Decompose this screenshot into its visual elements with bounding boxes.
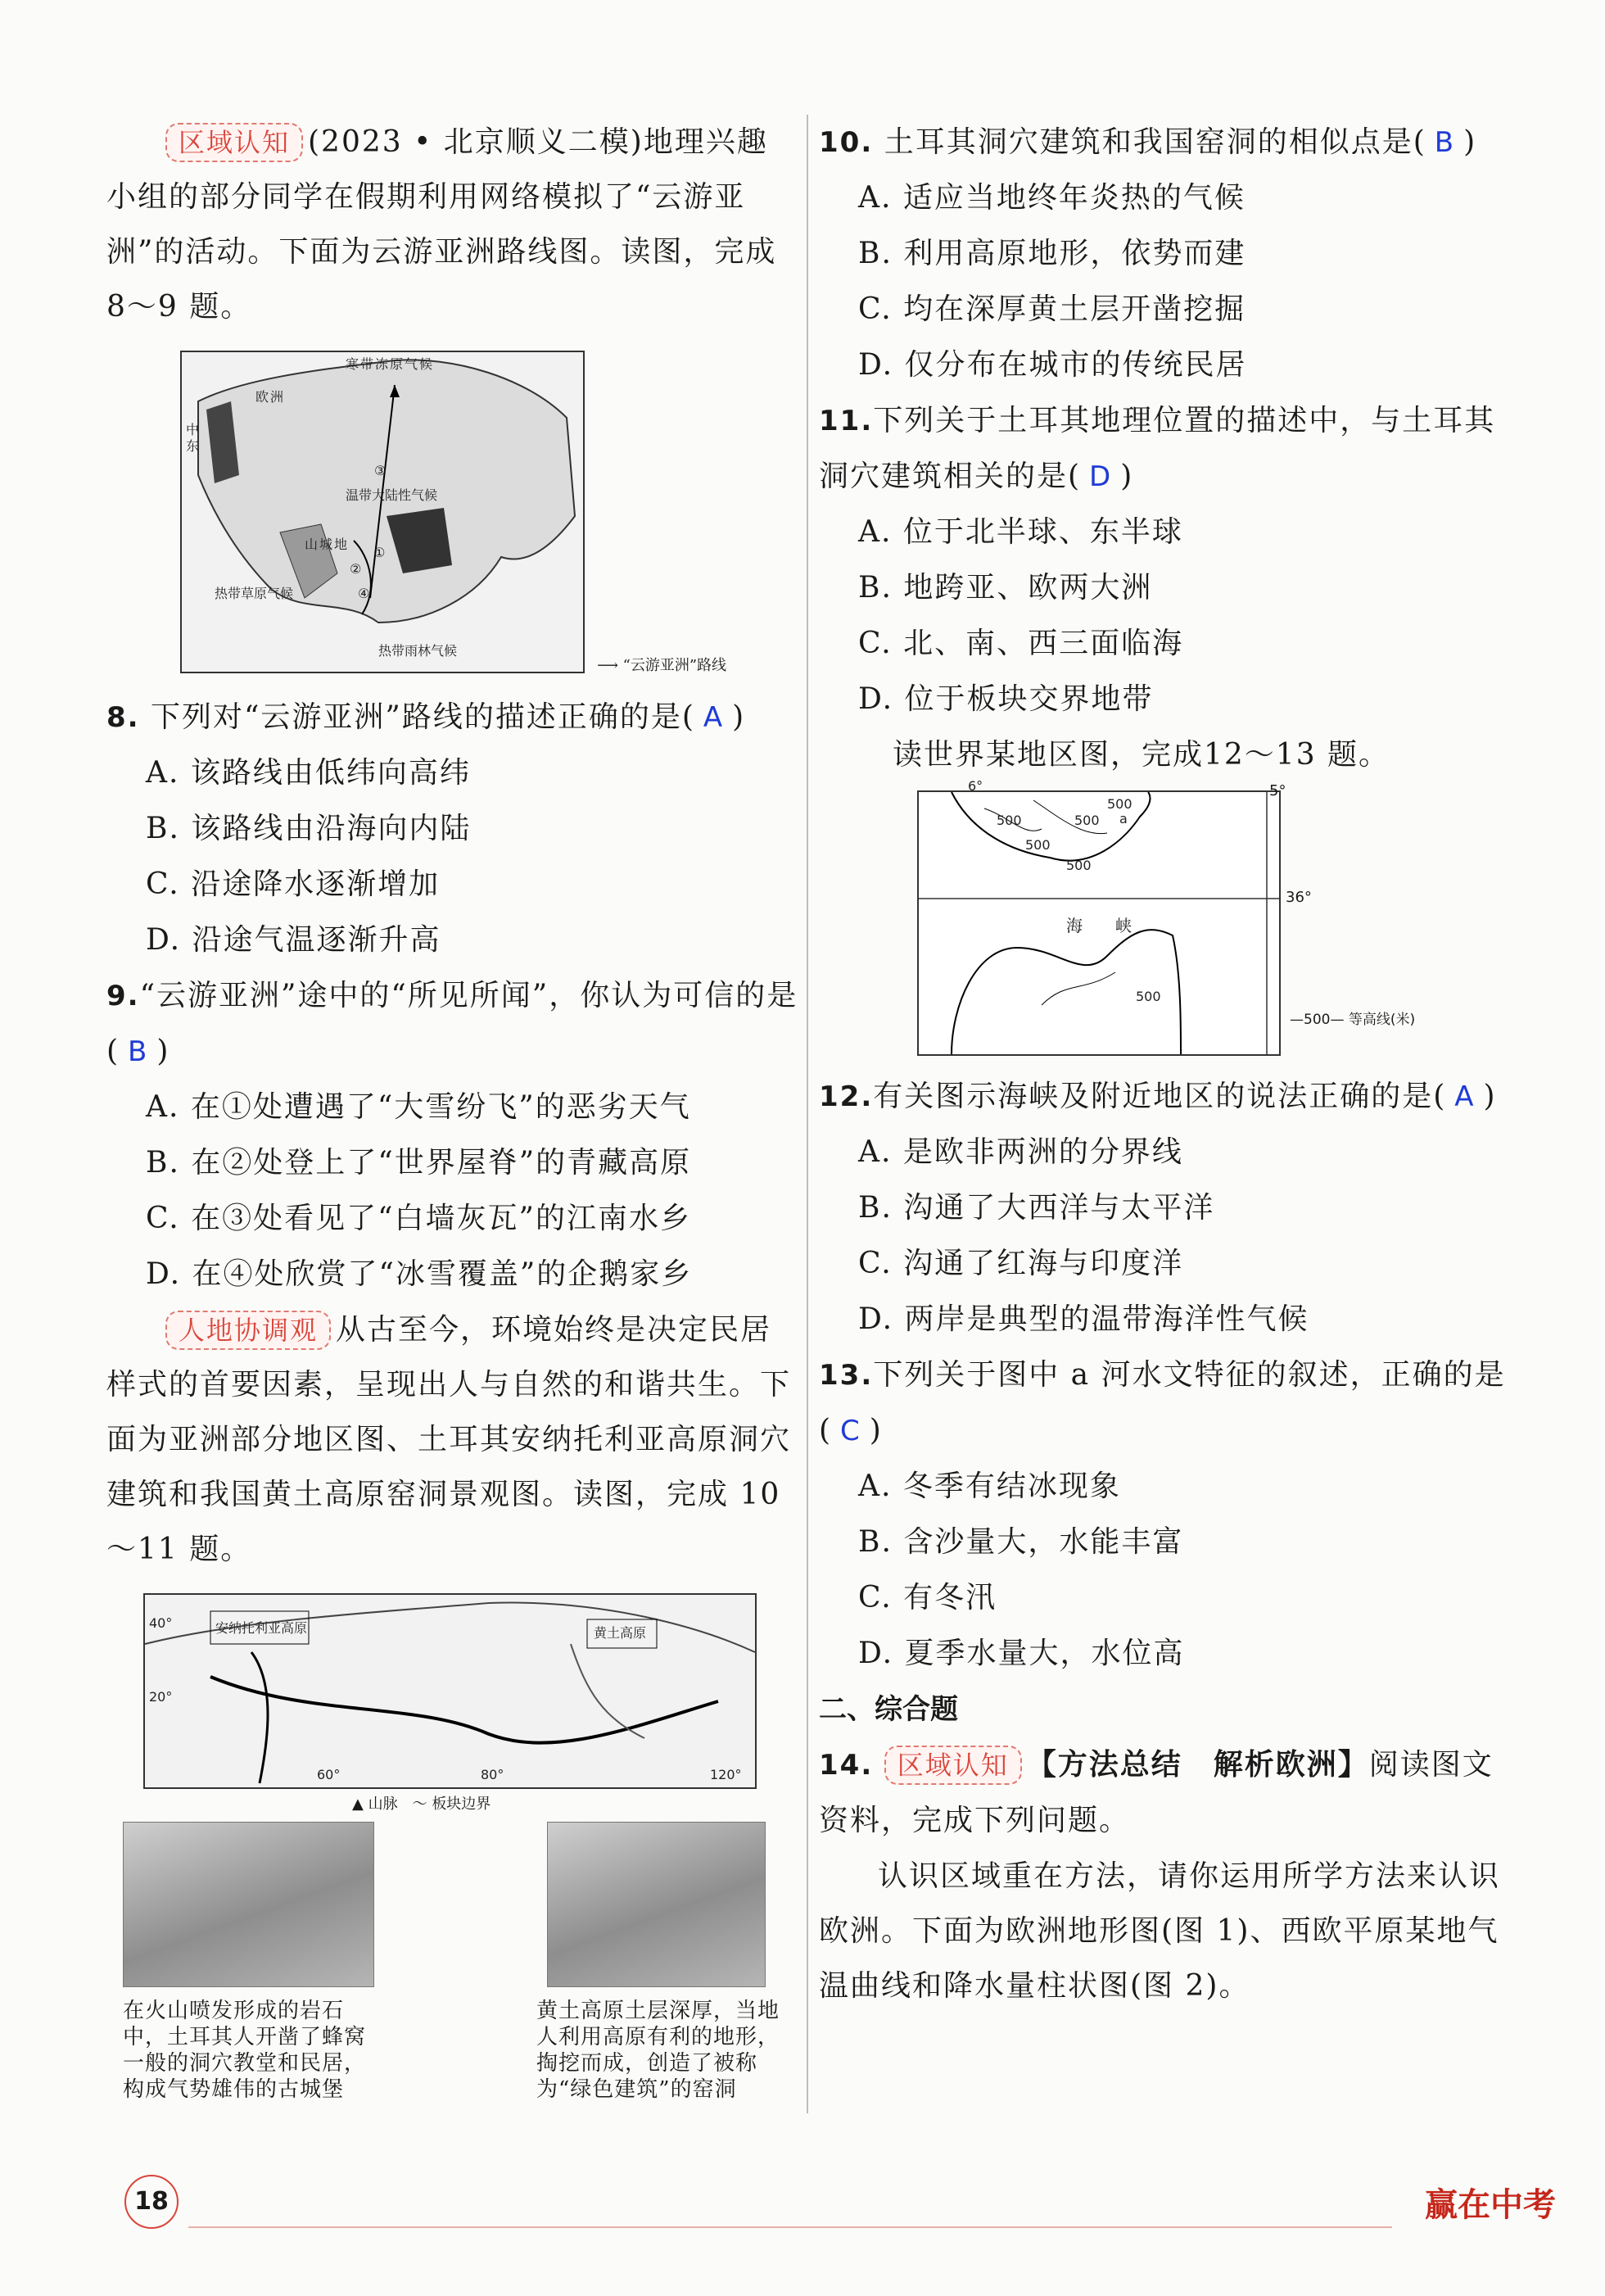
option: B. 地跨亚、欧两大洲 bbox=[858, 571, 1153, 605]
anatolia-label: 安纳托利亚高原 bbox=[215, 1620, 308, 1636]
option: D. 在④处欣赏了“冰雪覆盖”的企鹅家乡 bbox=[146, 1257, 693, 1291]
option: A. 适应当地终年炎热的气候 bbox=[858, 181, 1246, 215]
intro-10-11: 人地协调观 从古至今，环境始终是决定民居样式的首要因素，呈现出人与自然的和谐共生。下面为亚洲部分地区图、土耳其安纳托利亚高原洞穴建筑和我国黄土高原窑洞景观图。读图，完成 10～11 题。 bbox=[106, 1302, 798, 1577]
answer-12: A bbox=[1454, 1080, 1476, 1113]
intro-12-13: 读世界某地区图，完成12～13 题。 bbox=[893, 738, 1390, 772]
option: C. 沿途降水逐渐增加 bbox=[146, 867, 441, 901]
contour-label: 500 bbox=[1136, 989, 1161, 1004]
question-11: 11.下列关于土耳其地理位置的描述中，与土耳其洞穴建筑相关的是( D ) bbox=[819, 404, 1496, 493]
turkey-caption: 在火山喷发形成的岩石中，土耳其人开凿了蜂窝一般的洞穴教堂和民居，构成气势雄伟的古城堡 bbox=[123, 1999, 367, 2102]
map1-label: ② bbox=[350, 561, 362, 577]
option: C. 沟通了红海与印度洋 bbox=[858, 1247, 1184, 1280]
question-14: 14. 区域认知 【方法总结 解析欧洲】阅读图文资料，完成下列问题。 bbox=[819, 1737, 1519, 1849]
question-10: 10. 土耳其洞穴建筑和我国窑洞的相似点是( B ) bbox=[819, 125, 1477, 159]
answer-13: C bbox=[840, 1415, 861, 1447]
contour-label: 500 bbox=[1107, 796, 1133, 812]
map1-label: 洲 bbox=[270, 389, 284, 405]
option: B. 该路线由沿海向内陆 bbox=[146, 812, 472, 845]
option: D. 夏季水量大，水位高 bbox=[858, 1637, 1185, 1670]
map1-label: 冻 bbox=[375, 356, 389, 372]
map1-label: 山 bbox=[305, 537, 319, 552]
region-cognition-tag: 区域认知 bbox=[165, 123, 303, 162]
option: A. 位于北半球、东半球 bbox=[858, 515, 1183, 549]
map1-label: 气 bbox=[405, 356, 418, 372]
option: A. 是欧非两洲的分界线 bbox=[858, 1135, 1183, 1169]
question-13: 13.下列关于图中 a 河水文特征的叙述，正确的是( C ) bbox=[819, 1358, 1506, 1447]
turkey-cave-photo bbox=[123, 1822, 374, 1987]
answer-10: B bbox=[1434, 126, 1456, 159]
strait-map-wrap bbox=[819, 778, 1519, 1069]
map1-label: 地 bbox=[334, 537, 348, 552]
option: C. 均在深厚黄土层开凿挖掘 bbox=[858, 292, 1246, 326]
map1-label: ③ bbox=[374, 463, 387, 478]
map3-legend: —500— 等高线(米) bbox=[1290, 1012, 1416, 1028]
contour-label: 500 bbox=[1025, 837, 1051, 853]
map1-label: 热带雨林气候 bbox=[378, 643, 458, 659]
question-12: 12.有关图示海峡及附近地区的说法正确的是( A ) bbox=[819, 1080, 1497, 1113]
option: B. 在②处登上了“世界屋脊”的青藏高原 bbox=[146, 1146, 692, 1180]
footer-line bbox=[188, 2226, 1392, 2228]
map1-label: 候 bbox=[419, 356, 433, 372]
region-cognition-tag: 区域认知 bbox=[884, 1746, 1022, 1785]
lon-label: 120° bbox=[710, 1767, 742, 1782]
lon-6: 6° bbox=[968, 778, 983, 794]
question-14-para: 认识区域重在方法，请你运用所学方法来认识欧洲。下面为欧洲地形图(图 1)、西欧平原某地气温曲线和降水量柱状图(图 2)。 bbox=[819, 1859, 1501, 2003]
map1-label: 城 bbox=[319, 537, 333, 552]
lon-label: 80° bbox=[481, 1767, 504, 1782]
contour-label: 500 bbox=[997, 813, 1022, 828]
answer-11: D bbox=[1089, 460, 1113, 493]
map1-label: 原 bbox=[390, 356, 404, 372]
river-a-label: a bbox=[1119, 811, 1128, 826]
column-divider bbox=[807, 115, 808, 2113]
left-column bbox=[106, 115, 798, 2166]
strait-map bbox=[917, 778, 1281, 1056]
brand-logo: 赢在中考 bbox=[1425, 2185, 1556, 2224]
contour-label: 500 bbox=[1066, 858, 1092, 873]
map1-label: 带 bbox=[360, 356, 374, 372]
option: D. 两岸是典型的温带海洋性气候 bbox=[858, 1302, 1309, 1336]
option: A. 在①处遭遇了“大雪纷飞”的恶劣天气 bbox=[146, 1090, 691, 1124]
loess-label: 黄土高原 bbox=[594, 1625, 647, 1641]
lat-label: 20° bbox=[149, 1689, 173, 1705]
asia-route-map bbox=[180, 351, 585, 673]
map1-label: 寒 bbox=[346, 356, 359, 372]
option: A. 该路线由低纬向高纬 bbox=[146, 756, 471, 790]
option: B. 含沙量大，水能丰富 bbox=[858, 1525, 1184, 1559]
map2-legend: ▲ 山脉 〜 板块边界 bbox=[352, 1796, 491, 1813]
asia-region-map bbox=[143, 1593, 757, 1789]
lat-36: 36° bbox=[1286, 889, 1312, 906]
lat-label: 40° bbox=[149, 1615, 173, 1631]
option: C. 有冬汛 bbox=[858, 1581, 997, 1614]
map1-label: ④ bbox=[358, 586, 370, 601]
human-earth-tag: 人地协调观 bbox=[165, 1311, 331, 1350]
map1-label: 欧 bbox=[255, 389, 269, 405]
answer-9: B bbox=[128, 1035, 149, 1068]
map1-label: 中 bbox=[186, 422, 200, 437]
map1-label: ① bbox=[373, 545, 386, 560]
loess-caption: 黄土高原土层深厚，当地人利用高原有利的地形，掏挖而成，创造了被称为“绿色建筑”的窑洞 bbox=[536, 1999, 780, 2102]
option: B. 沟通了大西洋与太平洋 bbox=[858, 1191, 1215, 1225]
map1-label: 热带草原气候 bbox=[215, 586, 294, 601]
loess-cave-photo bbox=[547, 1822, 766, 1987]
option: D. 位于板块交界地带 bbox=[858, 682, 1154, 716]
option: D. 沿途气温逐渐升高 bbox=[146, 923, 441, 957]
section-heading: 二、综合题 bbox=[819, 1693, 958, 1726]
intro-8-9: 区域认知 (2023 • 北京顺义二模)地理兴趣小组的部分同学在假期利用网络模拟了“云游亚洲”的活动。下面为云游亚洲路线图。读图，完成 8～9 题。 bbox=[106, 115, 798, 334]
strait-label: 海 峡 bbox=[1066, 916, 1132, 935]
question-8: 8. 下列对“云游亚洲”路线的描述正确的是( A ) bbox=[106, 700, 746, 734]
option: C. 在③处看见了“白墙灰瓦”的江南水乡 bbox=[146, 1202, 691, 1235]
page-number: 18 bbox=[124, 2175, 179, 2229]
map1-legend: ⟶ “云游亚洲”路线 bbox=[597, 657, 727, 674]
lon-5: 5° bbox=[1269, 782, 1286, 799]
question-9: 9.“云游亚洲”途中的“所见所闻”，你认为可信的是( B ) bbox=[106, 979, 798, 1068]
option: D. 仅分布在城市的传统民居 bbox=[858, 348, 1247, 382]
right-column bbox=[819, 115, 1519, 2013]
answer-8: A bbox=[703, 701, 725, 734]
contour-label: 500 bbox=[1074, 813, 1100, 828]
option: A. 冬季有结冰现象 bbox=[858, 1470, 1121, 1503]
option: B. 利用高原地形，依势而建 bbox=[858, 237, 1246, 270]
lon-label: 60° bbox=[317, 1767, 341, 1782]
map1-label: 温带大陆性气候 bbox=[346, 487, 438, 503]
option: C. 北、南、西三面临海 bbox=[858, 627, 1184, 660]
map1-label: 东 bbox=[186, 438, 200, 454]
